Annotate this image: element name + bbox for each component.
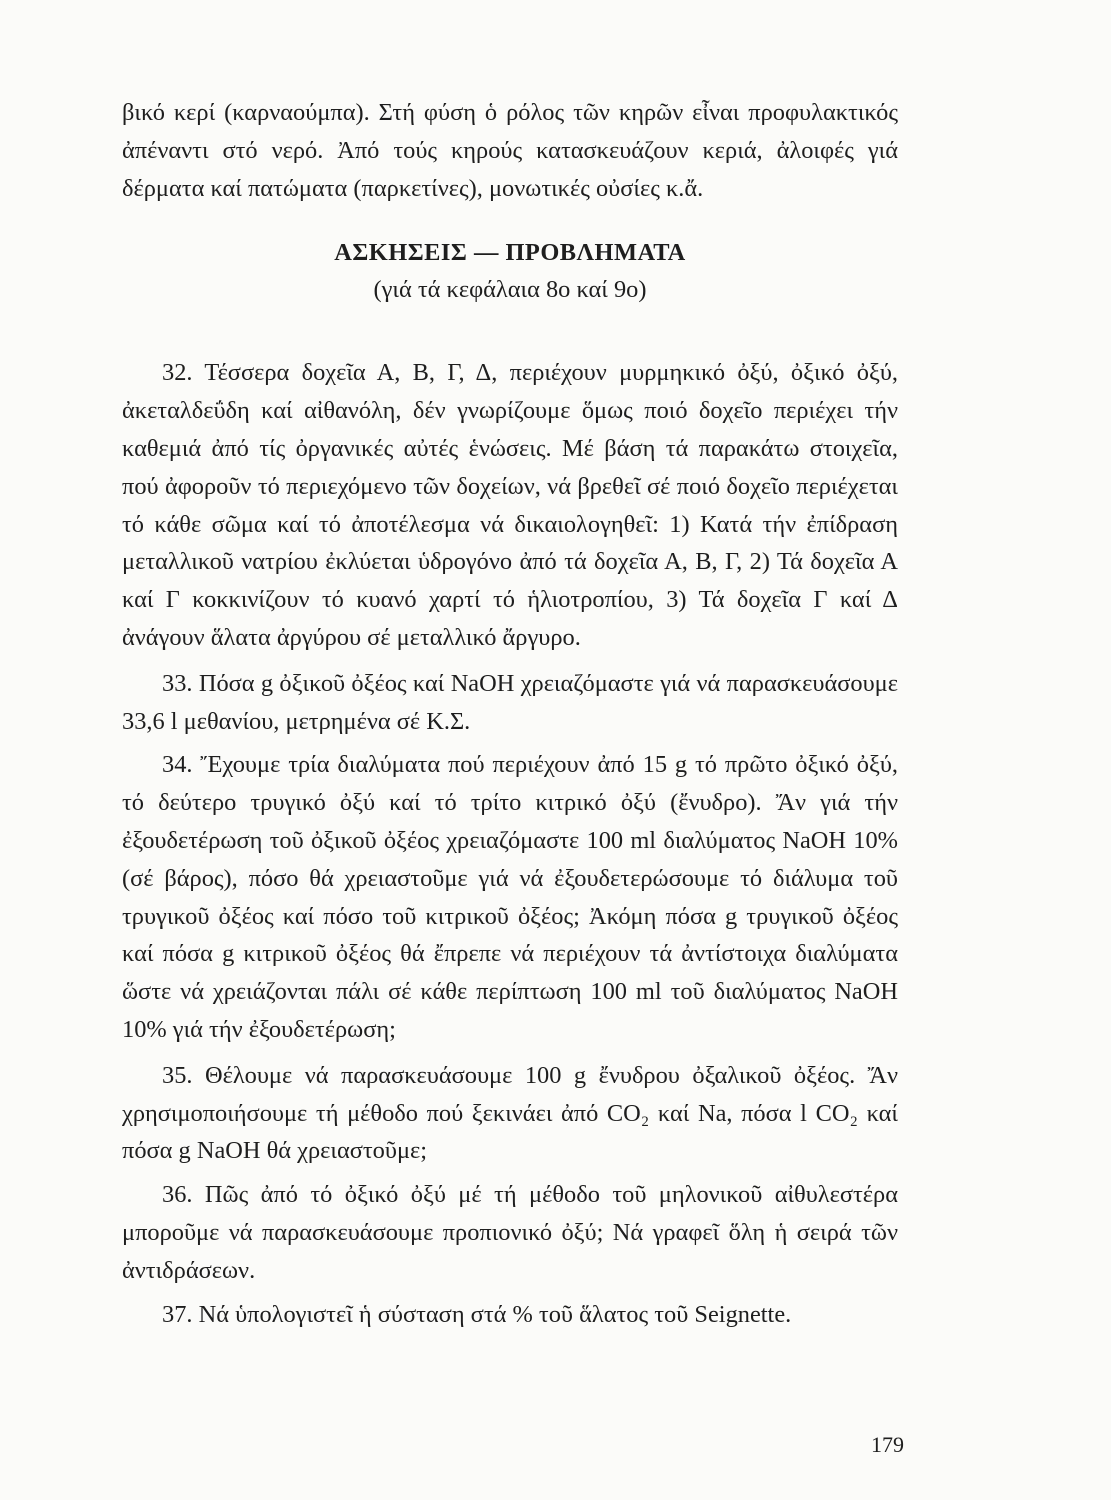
problem-32: 32. Τέσσερα δοχεῖα Α, Β, Γ, Δ, περιέχουν μυρμηκικό ὀξύ, ὀξικό ὀξύ, ἀκεταλδεΰδη καί αἰθανόλη, δέν γνωρίζουμε ὅμως ποιό δοχεῖο περιέχει τήν καθεμιά ἀπό τίς ὀργανικές αὐτές ἑνώσεις. Μέ βάση τά παρακάτω στοιχεῖα, πού ἀφοροῦν τό περιεχόμενο τῶν δοχείων, νά βρεθεῖ σέ ποιό δοχεῖο περιέχεται τό κάθε σῶμα καί τό ἀποτέλεσμα νά δικαιολογηθεῖ: 1) Κατά τήν ἐπίδραση μεταλλικοῦ νατρίου ἐκλύεται ὑδρογόνο ἀπό τά δοχεῖα Α, Β, Γ, 2) Τά δοχεῖα Α καί Γ κοκκινίζουν τό κυανό χαρτί τό ἡλιοτροπίου, 3) Τά δοχεῖα Γ καί Δ ἀνάγουν ἅλατα ἀργύρου σέ μεταλλικό ἄργυρο.: [122, 359, 898, 651]
page-body: [122, 94, 898, 1339]
intro-paragraph: βικό κερί (καρναούμπα). Στή φύση ὁ ρόλος τῶν κηρῶν εἶναι προφυλακτικός ἀπέναντι στό νερό. Ἀπό τούς κηρούς κατασκευάζουν κεριά, ἀλοιφές γιά δέρματα καί πατώματα (παρκετίνες), μονωτικές οὐσίες κ.ἄ.: [122, 99, 898, 202]
problem-33: 33. Πόσα g ὀξικοῦ ὀξέος καί NaOH χρειαζόμαστε γιά νά παρασκευάσουμε 33,6 l μεθανίου, μετρημένα σέ Κ.Σ.: [122, 669, 898, 735]
section-title: ΑΣΚΗΣΕΙΣ — ΠΡΟΒΛΗΜΑΤΑ: [334, 239, 686, 267]
section-subtitle: (γιά τά κεφάλαια 8ο καί 9ο): [373, 276, 647, 304]
problem-37: 37. Νά ὑπολογιστεῖ ἡ σύσταση στά % τοῦ ἅλατος τοῦ Seignette.: [162, 1300, 792, 1328]
page-number: 179: [871, 1432, 904, 1457]
problem-35: 35. Θέλουμε νά παρασκευάσουμε 100 g ἔνυδρου ὀξαλικοῦ ὀξέος. Ἄν χρησιμοποιήσουμε τή μέθοδο πού ξεκινάει ἀπό CO₂ καί Na, πόσα l CO₂ καί πόσα g NaOH θά χρειαστοῦμε;: [122, 1061, 898, 1165]
problem-36: 36. Πῶς ἀπό τό ὀξικό ὀξύ μέ τή μέθοδο τοῦ μηλονικοῦ αἰθυλεστέρα μποροῦμε νά παρασκευάσουμε προπιονικό ὀξύ; Νά γραφεῖ ὅλη ἡ σειρά τῶν ἀντιδράσεων.: [122, 1181, 898, 1284]
problem-34: 34. Ἔχουμε τρία διαλύματα πού περιέχουν ἀπό 15 g τό πρῶτο ὀξικό ὀξύ, τό δεύτερο τρυγικό ὀξύ καί τό τρίτο κιτρικό ὀξύ (ἔνυδρο). Ἄν γιά τήν ἐξουδετέρωση τοῦ ὀξικοῦ ὀξέος χρειαζόμαστε 100 ml διαλύματος NaOH 10% (σέ βάρος), πόσο θά χρειαστοῦμε γιά νά ἐξουδετερώσουμε τό διάλυμα τοῦ τρυγικοῦ ὀξέος καί πόσο τοῦ κιτρικοῦ ὀξέος; Ἀκόμη πόσα g τρυγικοῦ ὀξέος καί πόσα g κιτρικοῦ ὀξέος θά ἔπρεπε νά περιέχουν τά ἀντίστοιχα διαλύματα ὥστε νά χρειάζονται πάλι σέ κάθε περίπτωση 100 ml τοῦ διαλύματος NaOH 10% γιά τήν ἐξουδετέρωση;: [122, 751, 898, 1043]
